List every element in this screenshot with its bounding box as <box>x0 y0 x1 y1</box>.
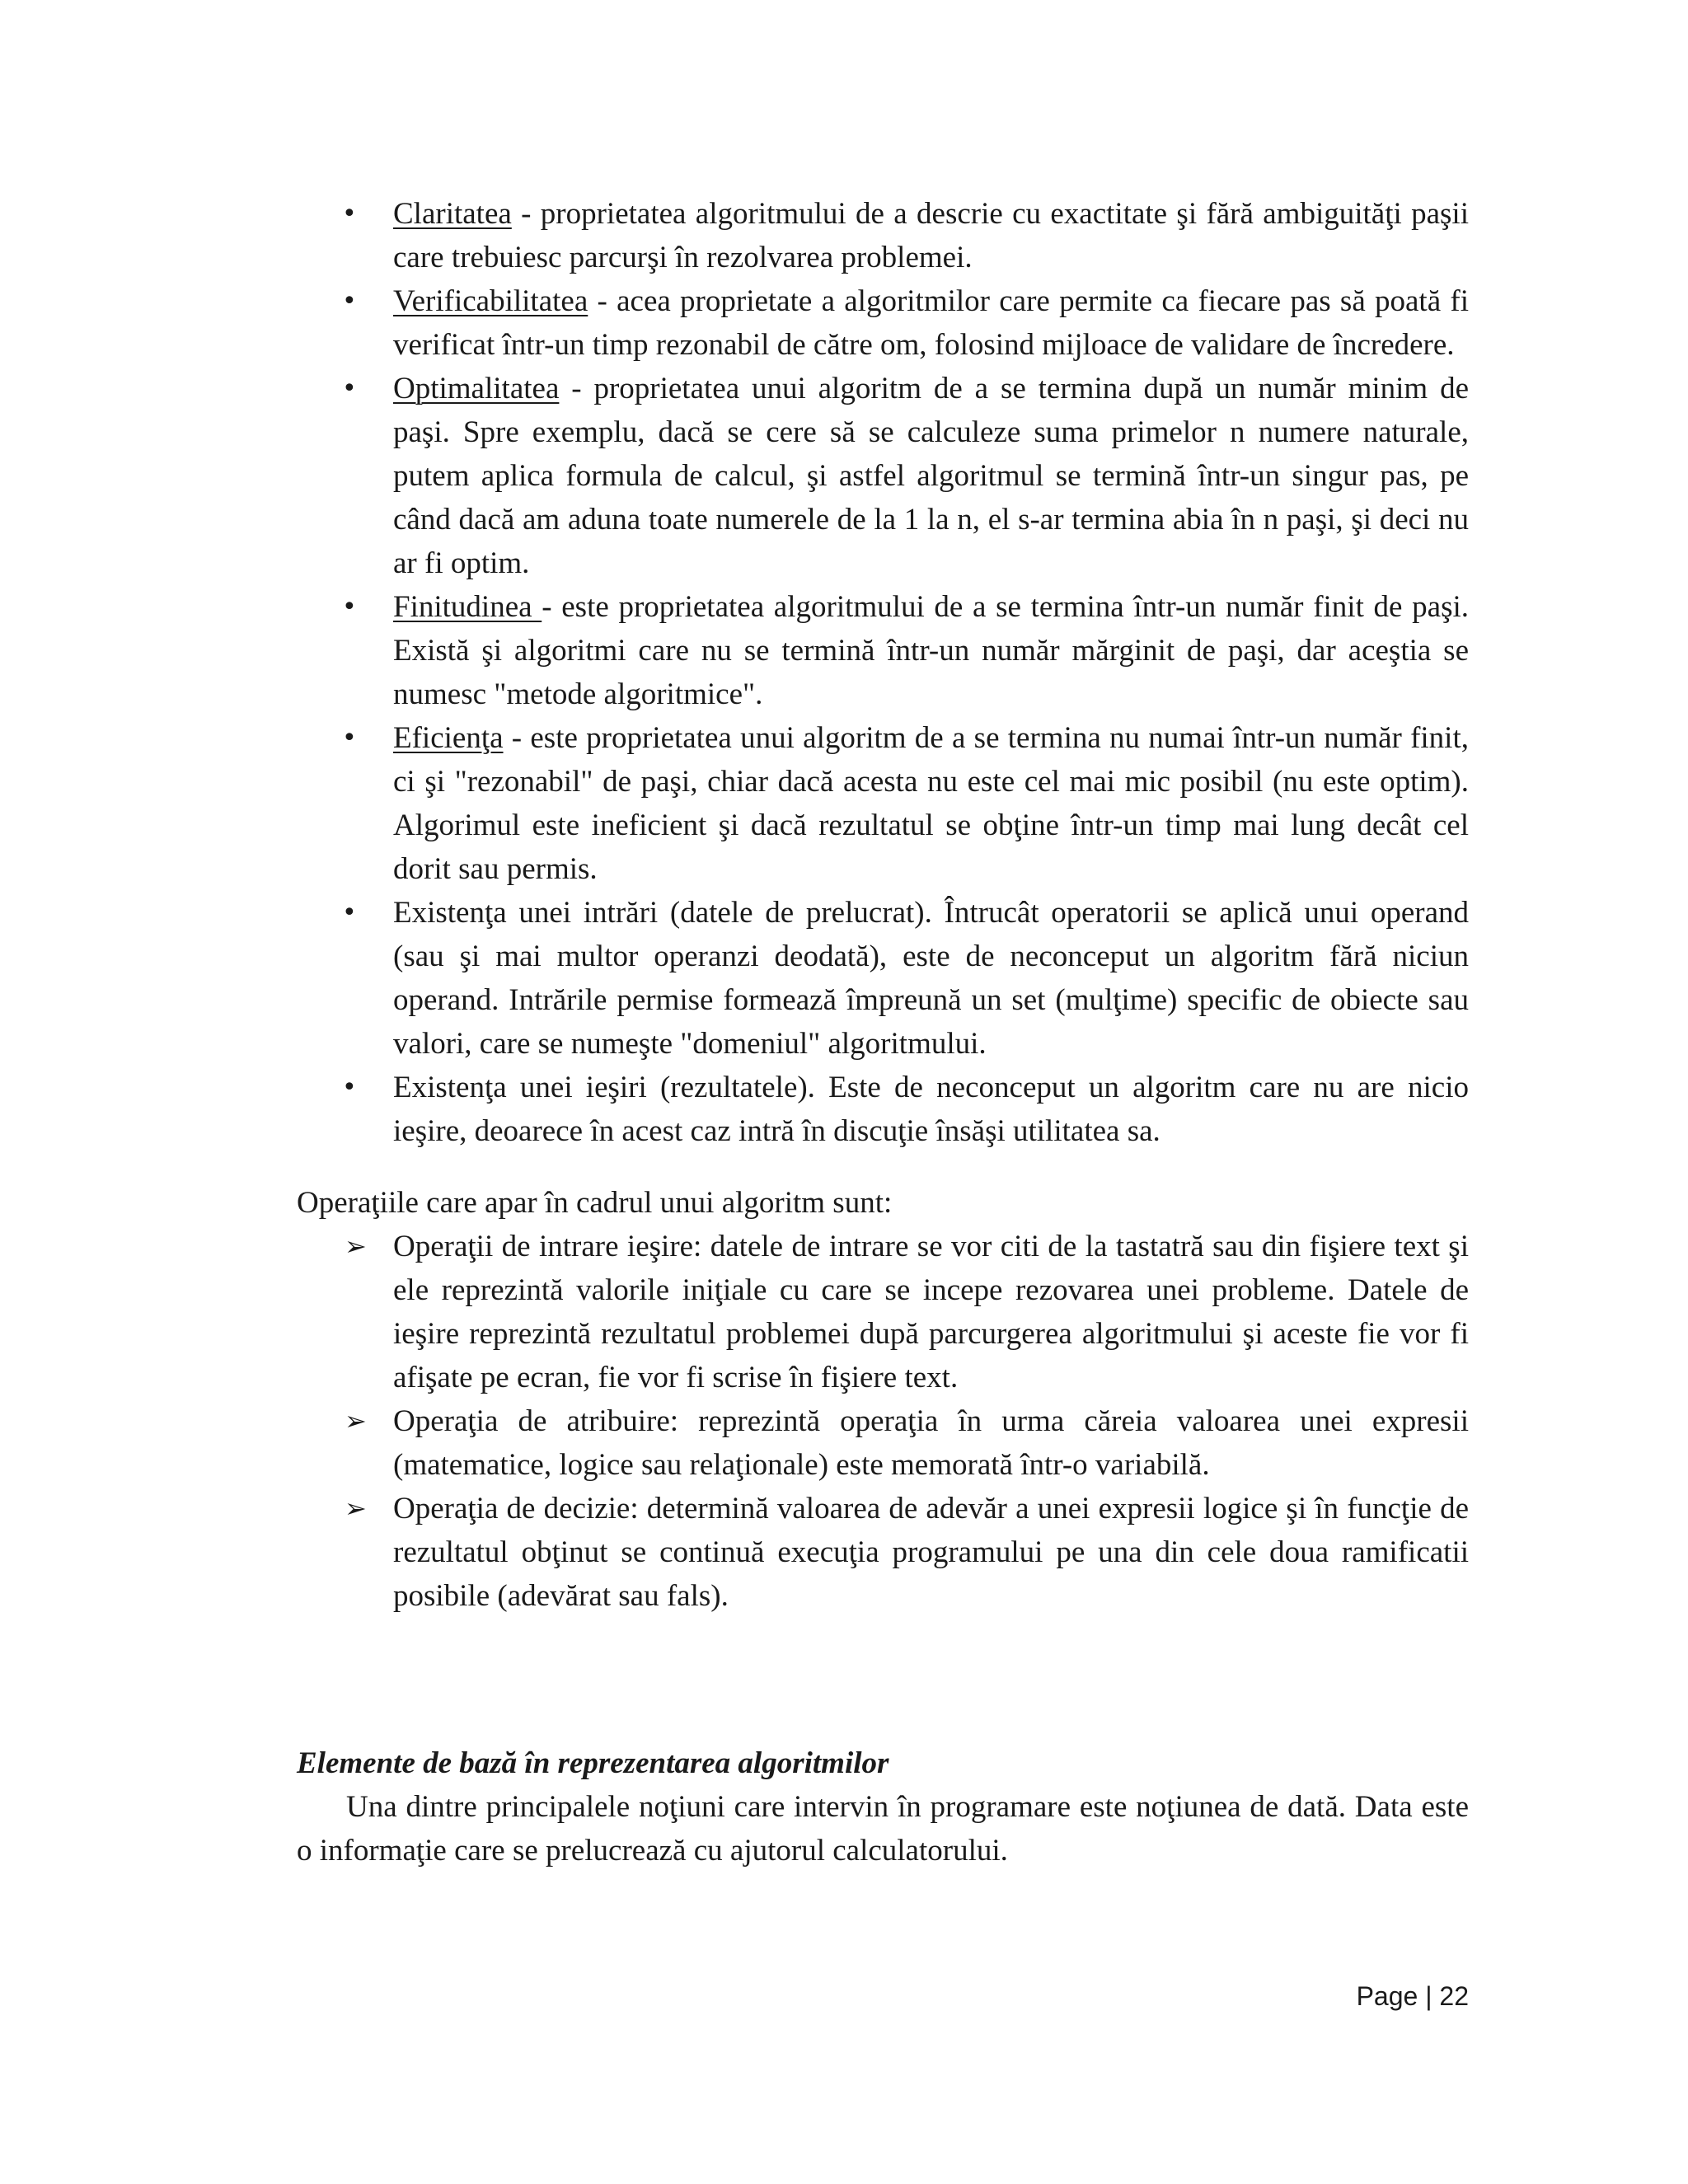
page-number: 22 <box>1439 1981 1469 2011</box>
property-text: - este proprietatea algoritmului de a se termina într-un număr finit de paşi. Există şi algoritmi care nu se termină într-un număr mărginit de paşi, dar aceştia se numesc "metode algoritmice". <box>393 590 1469 711</box>
footer-separator: | <box>1425 1981 1432 2011</box>
property-text: - proprietatea unui algoritm de a se termina după un număr minim de paşi. Spre exemplu, dacă se cere să se calculeze suma primelor n numere naturale, putem aplica formula de calcul, şi astfel algoritmul se termină într-un singur pas, pe când dacă am aduna toate numerele de la 1 la n, el s-ar termina abia în n paşi, şi deci nu ar fi optim. <box>393 372 1469 580</box>
page-content <box>297 192 1469 1872</box>
list-item: ➢ Operaţia de decizie: determină valoarea de adevăr a unei expresii logice şi în funcţie de rezultatul obţinut se continuă execuţia programului pe una din cele doua ramificatii posibile (adevărat sau fals). <box>297 1487 1469 1618</box>
property-text: - proprietatea algoritmului de a descrie cu exactitate şi fără ambiguităţi paşii care trebuiesc parcurşi în rezolvarea problemei. <box>393 197 1469 274</box>
footer-label: Page <box>1356 1981 1418 2011</box>
property-term: Eficienţa <box>393 721 504 755</box>
property-text: Existenţa unei ieşiri (rezultatele). Este de neconceput un algoritm care nu are nicio ieşire, deoarece în acest caz intră în discuţie însăşi utilitatea sa. <box>393 1071 1469 1148</box>
property-term: Claritatea <box>393 197 512 231</box>
list-item: ➢ Operaţia de atribuire: reprezintă operaţia în urma căreia valoarea unei expresii (matematice, logice sau relaţionale) este memorată într-o variabilă. <box>297 1399 1469 1487</box>
property-term: Finitudinea <box>393 590 542 624</box>
operations-list <box>297 1225 1469 1618</box>
list-item <box>297 716 1469 891</box>
section-paragraph: Una dintre principalele noţiuni care intervin în programare este noţiunea de dată. Data este o informaţie care se prelucrează cu ajutorul calculatorului. <box>297 1790 1469 1868</box>
operations-intro: Operaţiile care apar în cadrul unui algoritm sunt: <box>297 1186 893 1220</box>
list-item <box>297 891 1469 1066</box>
property-text: - este proprietatea unui algoritm de a se termina nu numai într-un număr finit, ci şi "rezonabil" de paşi, chiar dacă acesta nu este cel mai mic posibil (nu este optim). Algorimul este ineficient şi dacă rezultatul se obţine într-un timp mai lung decât cel dorit sau permis. <box>393 721 1469 886</box>
property-term: Verificabilitatea <box>393 284 588 318</box>
page-footer <box>1357 1978 1469 2014</box>
list-item <box>297 192 1469 279</box>
list-item <box>297 585 1469 716</box>
section-heading: Elemente de bază în reprezentarea algoritmilor <box>297 1746 889 1780</box>
list-item <box>297 1066 1469 1153</box>
list-item: ➢ Operaţii de intrare ieşire: datele de intrare se vor citi de la tastatră sau din fişiere text şi ele reprezintă valorile iniţiale cu care se incepe rezovarea unei probleme. Datele de ieşire reprezintă rezultatul problemei după parcurgerea algoritmului şi aceste fie vor fi afişate pe ecran, fie vor fi scrise în fişiere text. <box>297 1225 1469 1399</box>
list-item <box>297 367 1469 585</box>
properties-list <box>297 192 1469 1153</box>
list-item <box>297 279 1469 367</box>
property-text: Existenţa unei intrări (datele de prelucrat). Întrucât operatorii se aplică unui operand (sau şi mai multor operanzi deodată), este de neconceput un algoritm fără niciun operand. Intrările permise formează împreună un set (mulţime) specific de obiecte sau valori, care se numeşte "domeniul" algoritmului. <box>393 896 1469 1061</box>
property-term: Optimalitatea <box>393 372 560 405</box>
property-text: - acea proprietate a algoritmilor care permite ca fiecare pas să poată fi verificat într-un timp rezonabil de către om, folosind mijloace de validare de încredere. <box>393 284 1469 362</box>
